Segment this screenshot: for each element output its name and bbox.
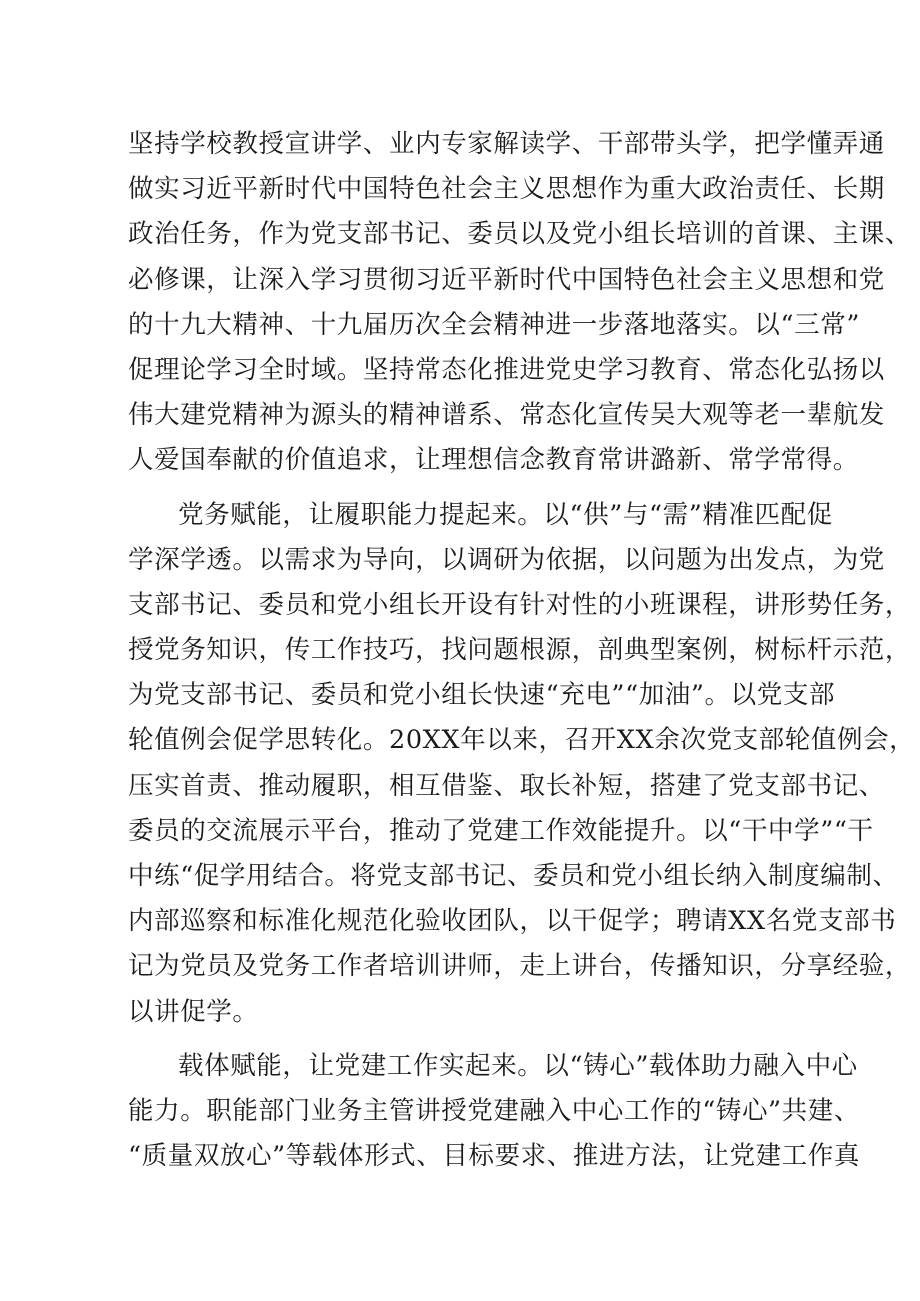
document-body [128, 122, 916, 1179]
text-line: 学深学透。以需求为导向，以调研为依据，以问题为出发点，为党 [128, 544, 885, 575]
text-line: 轮值例会促学思转化。20XX年以来，召开XX余次党支部轮值例会， [128, 725, 916, 756]
text-line: 载体赋能，让党建工作实起来。以“铸心”载体助力融入中心 [178, 1050, 858, 1081]
text-line: 授党务知识，传工作技巧，找问题根源，剖典型案例，树标杆示范， [128, 635, 912, 666]
paragraph-gap [128, 1035, 794, 1044]
text-line: 为党支部书记、委员和党小组长快速“充电”“加油”。以党支部 [128, 680, 836, 711]
text-line: 政治任务，作为党支部书记、委员以及党小组长培训的首课、主课、 [128, 219, 912, 250]
paragraph-carrier-empowerment [128, 1044, 860, 1180]
text-line: 压实首责、推动履职，相互借鉴、取长补短，搭建了党支部书记、 [128, 770, 885, 801]
text-line: 支部书记、委员和党小组长开设有针对性的小班课程，讲形势任务， [128, 589, 912, 620]
text-line: “质量双放心”等载体形式、目标要求、推进方法，让党建工作真 [128, 1141, 860, 1172]
paragraph-party-affairs-empowerment [128, 493, 916, 1035]
text-line: 能力。职能部门业务主管讲授党建融入中心工作的“铸心”共建、 [128, 1095, 860, 1126]
text-line: 党务赋能，让履职能力提起来。以“供”与“需”精准匹配促 [178, 499, 833, 530]
paragraph-gap [128, 484, 794, 493]
text-line: 的十九大精神、十九届历次全会精神进一步落地落实。以“三常” [128, 309, 860, 340]
text-line: 伟大建党精神为源头的精神谱系、常态化宣传吴大观等老一辈航发 [128, 400, 885, 431]
text-line: 委员的交流展示平台，推动了党建工作效能提升。以“干中学”“干 [128, 815, 874, 846]
text-line: 以讲促学。 [128, 996, 259, 1027]
text-line: 中练“促学用结合。将党支部书记、委员和党小组长纳入制度编制、 [128, 861, 899, 891]
text-line: 必修课，让深入学习贯彻习近平新时代中国特色社会主义思想和党 [128, 264, 885, 295]
text-line: 坚持学校教授宣讲学、业内专家解读学、干部带头学，把学懂弄通 [128, 129, 885, 159]
text-line: 记为党员及党务工作者培训讲师，走上讲台，传播知识，分享经验， [128, 951, 912, 982]
text-line: 内部巡察和标准化规范化验收团队，以干促学；聘请XX名党支部书 [128, 906, 897, 937]
paragraph-theory-study [128, 122, 912, 484]
text-line: 做实习近平新时代中国特色社会主义思想作为重大政治责任、长期 [128, 174, 885, 205]
text-line: 促理论学习全时域。坚持常态化推进党史学习教育、常态化弘扬以 [128, 354, 885, 385]
text-line: 人爱国奉献的价值追求，让理想信念教育常讲潞新、常学常得。 [128, 445, 859, 476]
